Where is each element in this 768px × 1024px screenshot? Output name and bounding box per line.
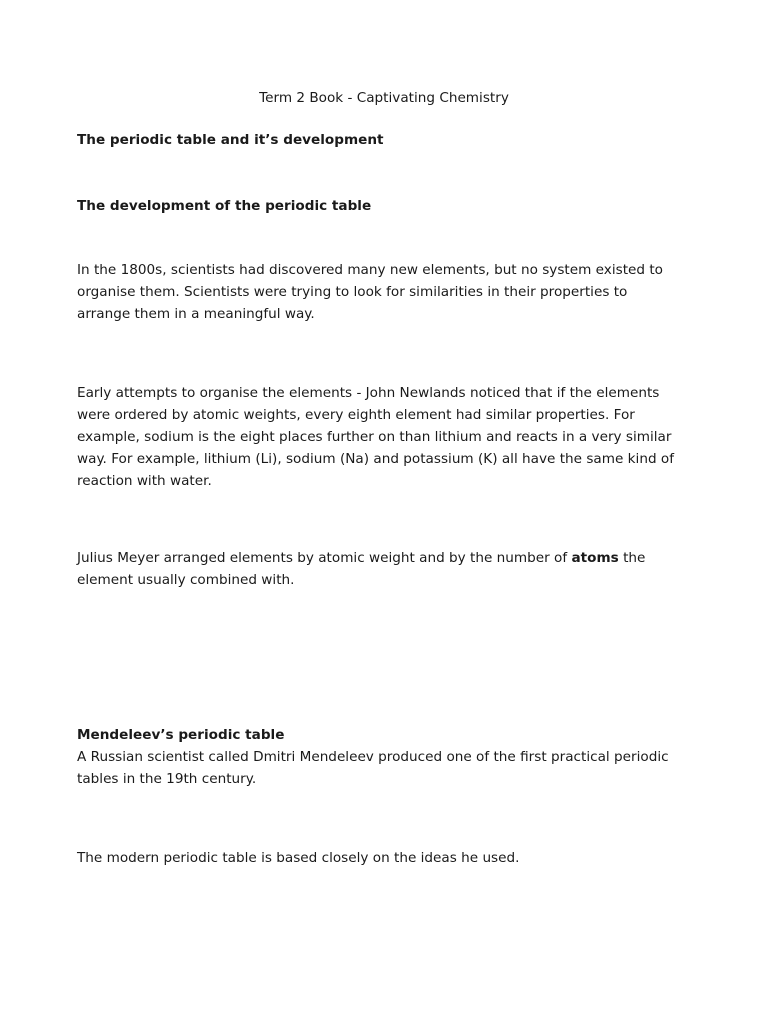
mendeleev-heading: Mendeleev’s periodic table — [77, 727, 285, 743]
paragraph-meyer-text-after: the element usually combined with. — [77, 550, 646, 588]
paragraph-meyer-emphasis: atoms — [571, 550, 619, 566]
paragraph-1800s: In the 1800s, scientists had discovered many new elements, but no system existed to organise them. Scientists were trying to look for similarities in their properties to arrange them in a meaningful way. — [77, 262, 663, 322]
paragraph-meyer — [77, 547, 677, 591]
document-title: Term 2 Book - Captivating Chemistry — [259, 90, 509, 106]
paragraph-meyer-text-before: Julius Meyer arranged elements by atomic weight and by the number of — [77, 550, 572, 566]
section-heading: The periodic table and it’s development — [77, 132, 384, 148]
paragraph-modern: The modern periodic table is based closely on the ideas he used. — [77, 850, 520, 866]
subsection-heading: The development of the periodic table — [77, 198, 372, 214]
paragraph-newlands: Early attempts to organise the elements - John Newlands noticed that if the elements were ordered by atomic weights, every eighth element had similar properties. For example, sodium is the eight places further on than lithium and reacts in a very similar way. For example, lithium (Li), sodium (Na) and potassium (K) all have the same kind of reaction with water. — [77, 385, 675, 489]
paragraph-mendeleev: A Russian scientist called Dmitri Mendeleev produced one of the first practical periodic tables in the 19th century. — [77, 749, 669, 787]
